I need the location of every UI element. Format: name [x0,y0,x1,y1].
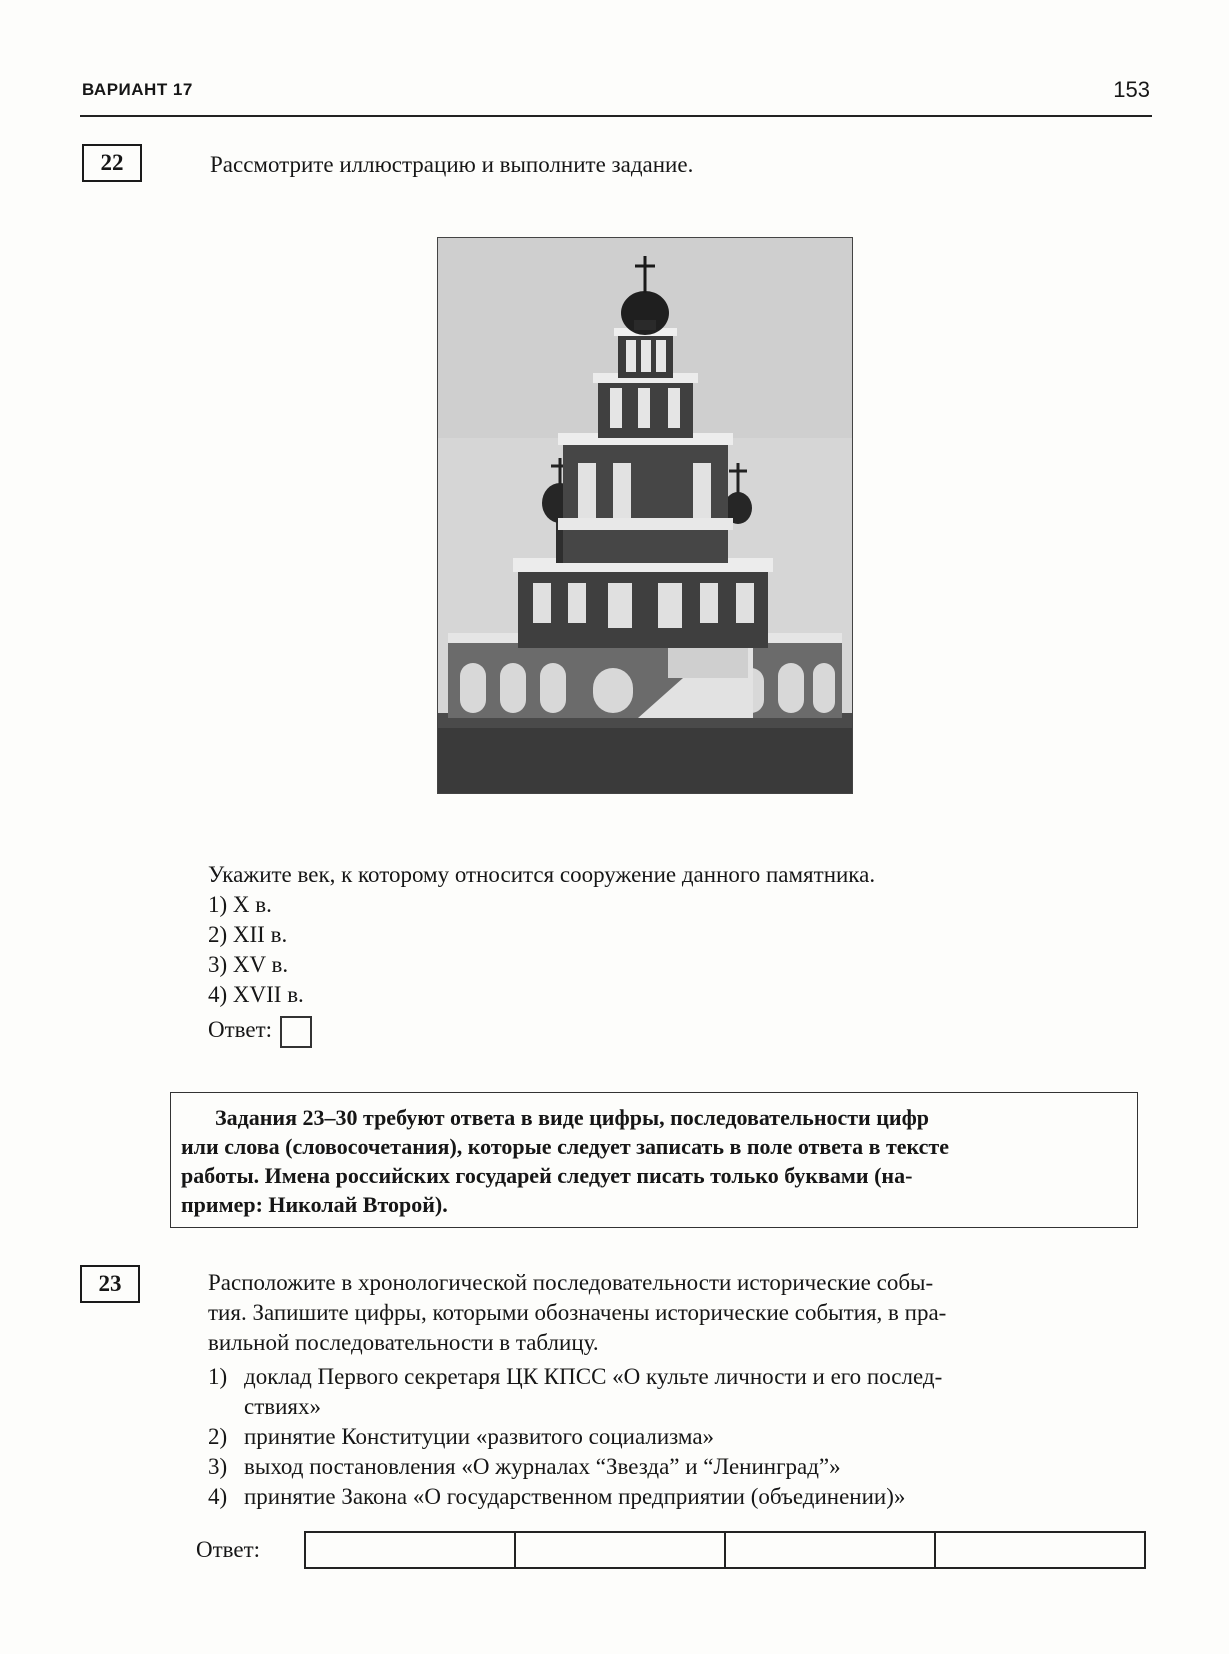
event-item [208,1452,1148,1482]
task-23-prompt-line-3: вильной последовательности в таблицу. [208,1330,599,1355]
task-22-prompt: Рассмотрите иллюстрацию и выполните задание. [210,152,694,177]
task-22-option-1: 1) X в. [208,892,272,917]
event-text: выход постановления «О журналах “Звезда” и “Ленинград”» [244,1454,841,1479]
answer-cell[interactable] [936,1533,1144,1567]
instructions-line-4: пример: Николай Второй). [181,1192,448,1217]
event-text: доклад Первого секретаря ЦК КПСС «О культе личности и его послед- [244,1364,943,1389]
event-number: 2) [208,1424,228,1449]
task-22-answer-box[interactable] [280,1016,312,1048]
instructions-line-2: или слова (словосочетания), которые следует записать в поле ответа в тексте [181,1134,950,1159]
event-item [208,1362,1148,1422]
task-23-answer-table [304,1531,1146,1569]
task-23-prompt-line-2: тия. Запишите цифры, которыми обозначены исторические события, в пра- [208,1300,947,1325]
church-photo [437,237,853,794]
task-23-number: 23 [80,1265,140,1303]
event-item [208,1482,1148,1512]
variant-label: ВАРИАНТ 17 [82,80,193,99]
task-23-events [208,1362,1148,1512]
task-22-answer-label: Ответ: [208,1017,273,1042]
task-23-answer-label: Ответ: [196,1537,261,1562]
answer-cell[interactable] [306,1533,516,1567]
instructions-box [170,1092,1138,1228]
task-22-option-4: 4) XVII в. [208,982,304,1007]
header-rule [80,115,1152,117]
event-item [208,1422,1148,1452]
task-22-number: 22 [82,144,142,182]
event-text: принятие Закона «О государственном предприятии (объединении)» [244,1484,906,1509]
task-23-prompt-line-1: Расположите в хронологической последовательности исторические собы- [208,1270,934,1295]
task-22-option-3: 3) XV в. [208,952,289,977]
task-23-prompt [208,1268,1148,1358]
answer-cell[interactable] [516,1533,726,1567]
event-number: 3) [208,1454,228,1479]
event-number: 1) [208,1364,228,1389]
task-22-option-2: 2) XII в. [208,922,288,947]
answer-cell[interactable] [726,1533,936,1567]
task-22-answer [208,1015,312,1048]
event-text-continued: ствиях» [244,1394,322,1419]
instructions-line-1: Задания 23–30 требуют ответа в виде цифры, последовательности цифр [215,1105,930,1130]
instructions-line-3: работы. Имена российских государей следует писать только буквами (на- [181,1163,913,1188]
event-number: 4) [208,1484,228,1509]
task-22-question: Укажите век, к которому относится сооружение данного памятника. [208,862,876,887]
event-text: принятие Конституции «развитого социализма» [244,1424,715,1449]
page-number: 153 [1113,77,1150,102]
